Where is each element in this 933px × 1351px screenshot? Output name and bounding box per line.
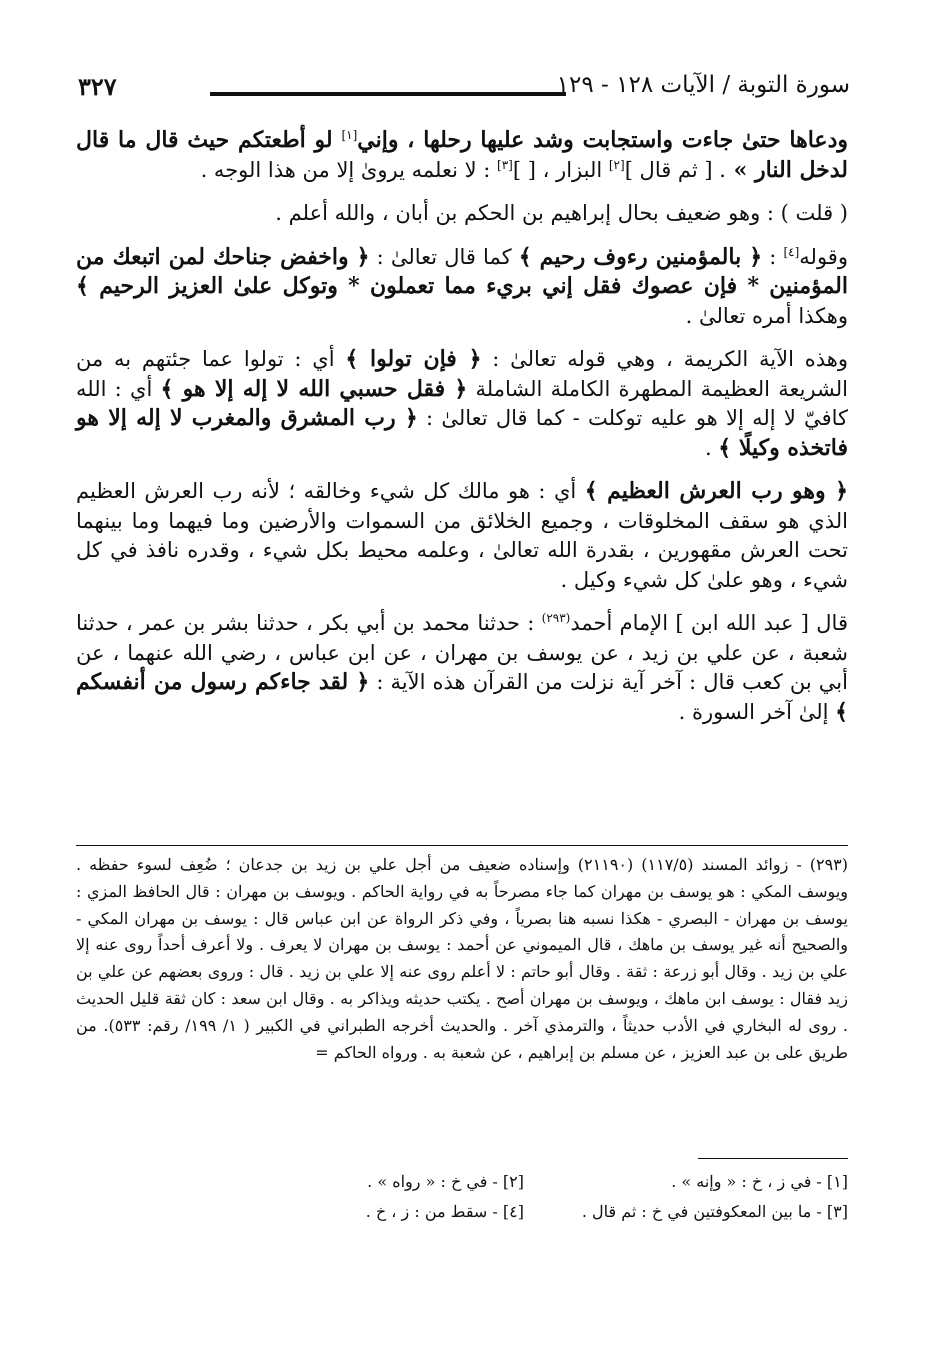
note-marker: [٣] <box>497 157 513 172</box>
textual-note: [٢] - في خ : « رواه » . <box>367 1172 524 1191</box>
textual-note: [١] - في ز ، خ : « وإنه » . <box>671 1172 848 1191</box>
paragraph <box>76 345 848 463</box>
note-marker: [١] <box>341 128 358 142</box>
page-header <box>78 72 850 112</box>
main-text <box>76 126 848 741</box>
footnote-separator <box>76 845 848 846</box>
text-run: . [ ثم قال ] <box>624 157 726 182</box>
header-rule <box>210 92 566 94</box>
text-run: أي : الله كافيّ لا إله إلا هو عليه توكلت - كما قال تعالىٰ : <box>76 376 848 430</box>
paragraph <box>76 243 848 332</box>
textual-notes-separator <box>698 1158 848 1159</box>
text-run: : <box>762 244 784 269</box>
text-run: : لا نعلمه يروىٰ إلا من هذا الوجه . <box>200 157 498 182</box>
quran-text: ﴿ فقل حسبي الله لا إله إلا هو ﴾ <box>160 375 468 402</box>
note-marker: [٤] <box>783 244 800 259</box>
text-run: وهكذا أمره تعالىٰ . <box>685 303 848 328</box>
text-run: قال [ عبد الله ابن ] الإمام أحمد <box>570 611 848 635</box>
textual-notes-row <box>200 1172 848 1202</box>
text-run: أي : تولوا عما جئتهم به من الشريعة العظيمة المطهرة الكاملة الشاملة <box>76 347 848 401</box>
textual-notes-row <box>200 1202 848 1232</box>
quran-text: ﴿ رب المشرق والمغرب لا إله إلا هو فاتخذه وكيلًا ﴾ <box>76 405 848 461</box>
text-run: وهذه الآية الكريمة ، وهي قوله تعالىٰ : <box>481 347 848 371</box>
note-marker: [٢] <box>608 157 625 172</box>
quran-text: ﴿ لقد جاءكم رسول من أنفسكم ﴾ <box>76 669 848 725</box>
textual-note: [٣] - ما بين المعكوفتين في خ : ثم قال . <box>581 1202 848 1221</box>
textual-notes <box>200 1172 848 1232</box>
quran-text: ودعاها حتىٰ جاءت واستجابت وشد عليها رحلها ، وإني <box>357 127 848 153</box>
text-run: : حدثنا محمد بن أبي بكر ، حدثنا بشر بن عمر ، حدثنا شعبة ، عن علي بن زيد ، عن يوسف بن مهران ، عن ابن عباس ، رضي الله عنهما ، عن أبي بن كعب قال : آخر آية نزلت من القرآن هذه الآية : <box>76 611 848 694</box>
note-marker: (٢٩٣) <box>541 611 571 625</box>
text-run: وقوله <box>799 244 848 269</box>
paragraph <box>76 609 848 727</box>
quran-text: ﴿ فإن تولوا ﴾ <box>345 346 482 372</box>
footnote-293: (٢٩٣) - زوائد المسند (١١٧/٥) (٢١١٩٠) وإسناده ضعيف من أجل علي بن زيد بن جدعان ؛ ضُعِف لسوء حفظه . ويوسف المكي : هو يوسف بن مهران كما جاء مصرحاً به في رواية الحاكم . ويوسف بن مهران : قال الحافظ المزي : يوسف بن مهران - البصري - هكذا نسبه هنا بصرياً ، وفي ذكر الرواة عن ابن عباس قال : يوسف بن مهران المكي - والصحيح أنه غير يوسف بن ماهك ، قال الميموني عن أحمد : يوسف بن مهران لا يعرف . ولا أعرف أحداً روى عنه إلا علي بن زيد . وقال أبو زرعة : ثقة . وقال أبو حاتم : لا أعلم روى عنه إلا علي بن زيد . قال : وروى بعضهم عن علي بن زيد فقال : يوسف ابن ماهك ، ويوسف بن مهران أصح . يكتب حديثه ويذاكر به . وقال ابن سعد : كان ثقة قليل الحديث . روى له البخاري في الأدب حديثاً ، والترمذي آخر . والحديث أخرجه الطبراني في الكبير ( ١/ ١٩٩/ رقم: ٥٣٣). من طريق على بن عبد العزيز ، عن مسلم بن إبراهيم ، عن شعبة به . ورواه الحاكم = <box>76 855 849 1062</box>
quran-text: ﴿ واخفض جناحك لمن اتبعك من المؤمنين * فإن عصوك فقل إني بريء مما تعملون * وتوكل علىٰ العزيز الرحيم ﴾ <box>76 243 848 299</box>
quran-text: لو أطعتكم حيث قال ما قال لدخل النار » <box>76 127 848 183</box>
text-run: إلىٰ آخر السورة . <box>678 699 836 724</box>
page-number: ٣٢٧ <box>78 72 117 101</box>
paragraph <box>76 199 848 229</box>
text-run: كما قال تعالىٰ : <box>369 244 519 269</box>
running-title: سورة التوبة / الآيات ١٢٨ - ١٢٩ <box>556 72 850 98</box>
quran-text: ﴿ وهو رب العرش العظيم ﴾ <box>584 478 848 504</box>
quran-text: ﴿ بالمؤمنين رءوف رحيم ﴾ <box>518 243 763 270</box>
text-run: ( قلت ) : وهو ضعيف بحال إبراهيم بن الحكم بن أبان ، والله أعلم . <box>275 201 848 225</box>
paragraph <box>76 126 848 185</box>
text-run: . <box>704 435 719 460</box>
paragraph <box>76 477 848 595</box>
text-run: أي : هو مالك كل شيء وخالقه ؛ لأنه رب العرش العظيم الذي هو سقف المخلوقات ، وجميع الخلائق من السموات والأرضين وما فيهما وما بينهما تحت العرش مقهورين ، بقدرة الله تعالىٰ ، وعلمه محيط بكل شيء ، وقدره نافذ في كل شيء ، وهو علىٰ كل شيء وكيل . <box>76 479 848 592</box>
textual-note: [٤] - سقط من : ز ، خ . <box>365 1202 524 1221</box>
text-run: البزار ، [ ] <box>512 157 609 182</box>
